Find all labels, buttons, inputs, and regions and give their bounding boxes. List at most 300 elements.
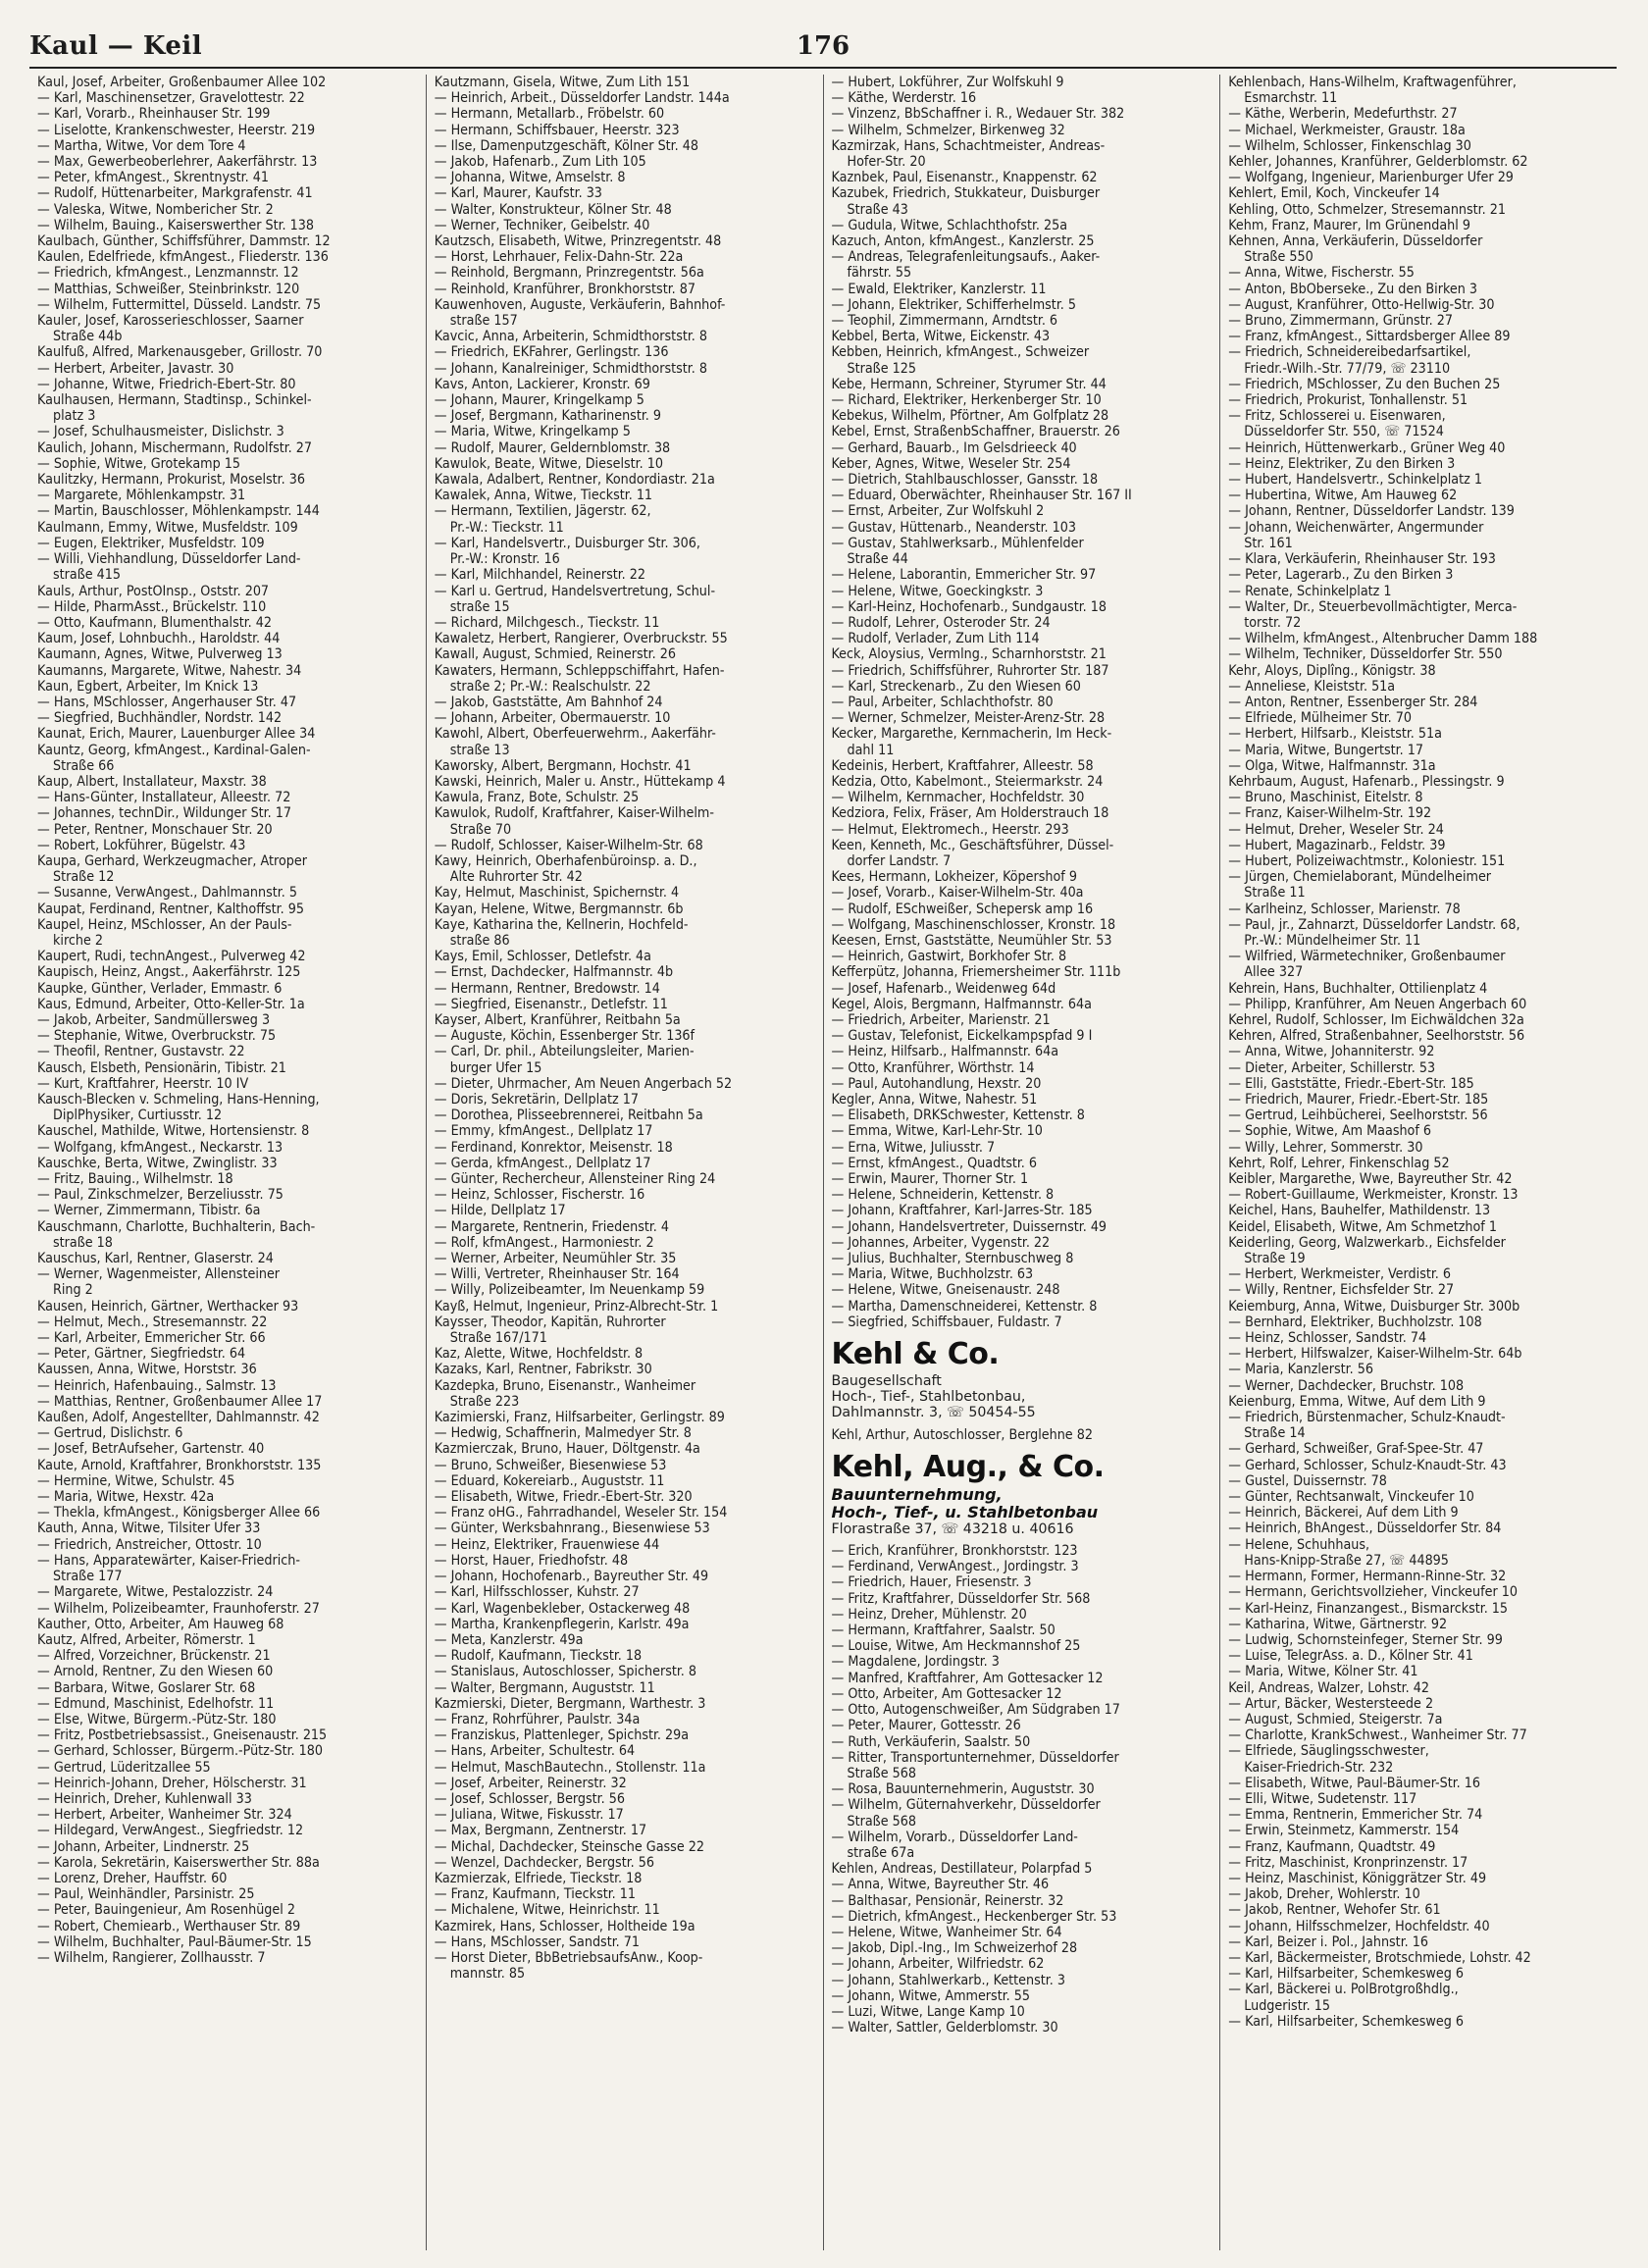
directory-entry: — Wilhelm, Rangierer, Zollhausstr. 7 (37, 1949, 266, 1966)
directory-entry: — Hermann, Rentner, Bredowstr. 14 (434, 980, 660, 997)
directory-entry: — Willi, Viehhandlung, Düsseldorfer Land- (37, 551, 301, 568)
directory-entry: — Ernst, Dachdecker, Halfmannstr. 4b (434, 964, 674, 981)
directory-entry: — Karl, Beizer i. Pol., Jahnstr. 16 (1228, 1933, 1428, 1950)
directory-entry-continuation: platz 3 (53, 408, 96, 425)
directory-entry: — Karl, Hilfsschlosser, Kuhstr. 27 (434, 1584, 640, 1601)
directory-entry: Kegel, Alois, Bergmann, Halfmannstr. 64a (831, 996, 1092, 1012)
directory-entry: — Else, Witwe, Bürgerm.-Pütz-Str. 180 (37, 1711, 277, 1727)
directory-entry: Kauther, Otto, Arbeiter, Am Hauweg 68 (37, 1616, 284, 1632)
directory-entry: — Ernst, kfmAngest., Quadtstr. 6 (831, 1155, 1038, 1171)
directory-entry: — Maria, Witwe, Kölner Str. 41 (1228, 1664, 1418, 1680)
directory-entry: — Hans, MSchlosser, Angerhauser Str. 47 (37, 694, 297, 710)
directory-entry-continuation: kirche 2 (53, 932, 104, 949)
directory-entry: — Emma, Witwe, Karl-Lehr-Str. 10 (831, 1123, 1043, 1140)
directory-entry: — Walter, Bergmann, Auguststr. 11 (434, 1679, 655, 1696)
directory-entry: — Johann, Stahlwerkarb., Kettenstr. 3 (831, 1972, 1065, 1988)
directory-entry: — Peter, Gärtner, Siegfriedstr. 64 (37, 1346, 246, 1363)
directory-entry: — Wilhelm, Kernmacher, Hochfeldstr. 30 (831, 790, 1085, 806)
directory-entry-continuation: Pr.-W.: Mündelheimer Str. 11 (1244, 932, 1421, 949)
directory-entry: Keidel, Elisabeth, Witwe, Am Schmetzhof 1 (1228, 1218, 1497, 1235)
directory-entry: — Wolfgang, kfmAngest., Neckarstr. 13 (37, 1139, 283, 1156)
directory-entry: Keiderling, Georg, Walzwerkarb., Eichsfelder (1228, 1234, 1506, 1251)
directory-entry-continuation: Alte Ruhrorter Str. 42 (449, 869, 583, 886)
directory-entry: — Herbert, Arbeiter, Javastr. 30 (37, 360, 234, 377)
column-3 (824, 75, 1221, 2250)
directory-entry: — Helmut, Mech., Stresemannstr. 22 (37, 1314, 268, 1330)
directory-entry: — Elisabeth, Witwe, Paul-Bäumer-Str. 16 (1228, 1775, 1481, 1791)
directory-entry: Kauschke, Berta, Witwe, Zwinglistr. 33 (37, 1155, 278, 1171)
directory-entry: Kefferpütz, Johanna, Friemersheimer Str. 111b (831, 964, 1121, 981)
directory-entry: — Hubert, Handelsvertr., Schinkelplatz 1 (1228, 472, 1482, 489)
directory-entry: Kaute, Arnold, Kraftfahrer, Bronkhorststr. 135 (37, 1457, 322, 1473)
directory-entry: Kaup, Albert, Installateur, Maxstr. 38 (37, 773, 267, 790)
directory-entry: — Elisabeth, Witwe, Friedr.-Ebert-Str. 320 (434, 1489, 693, 1506)
directory-entry-continuation: straße 67a (847, 1844, 915, 1861)
directory-entry: Kaye, Katharina the, Kellnerin, Hochfeld- (434, 916, 689, 933)
directory-entry: — Gertrud, Dislichstr. 6 (37, 1425, 183, 1442)
directory-entry: — Sophie, Witwe, Grotekamp 15 (37, 455, 240, 472)
directory-entry: Kauwenhoven, Auguste, Verkäuferin, Bahnhof- (434, 296, 726, 313)
directory-entry: Kayan, Helene, Witwe, Bergmannstr. 6b (434, 901, 684, 917)
directory-entry: — Heinrich, Arbeit., Düsseldorfer Landstr. 144a (434, 90, 730, 107)
directory-entry: Kawohl, Albert, Oberfeuerwehrm., Aakerfähr- (434, 726, 716, 743)
directory-entry: — Margarete, Rentnerin, Friedenstr. 4 (434, 1218, 670, 1235)
directory-entry: — Friedrich, Arbeiter, Marienstr. 21 (831, 1011, 1051, 1028)
directory-entry: Kazuch, Anton, kfmAngest., Kanzlerstr. 25 (831, 233, 1095, 250)
directory-entry: — Richard, Milchgesch., Tieckstr. 11 (434, 614, 660, 631)
directory-entry: — Heinz, Schlosser, Sandstr. 74 (1228, 1330, 1427, 1347)
directory-entry: — Dietrich, kfmAngest., Heckenberger Str. 53 (831, 1908, 1117, 1925)
directory-entry-continuation: Ludgeristr. 15 (1244, 1997, 1330, 2014)
directory-entry-continuation: straße 415 (53, 567, 122, 584)
directory-entry-continuation: Straße 19 (1244, 1251, 1306, 1267)
directory-entry: — Hubert, Magazinarb., Feldstr. 39 (1228, 837, 1446, 853)
directory-entry: — Gerhard, Schlosser, Bürgerm.-Pütz-Str. 180 (37, 1743, 324, 1760)
directory-entry: — Friedrich, MSchlosser, Zu den Buchen 25 (1228, 376, 1501, 392)
directory-entry: Kawulok, Rudolf, Kraftfahrer, Kaiser-Wilhelm- (434, 805, 714, 822)
directory-entry-continuation: straße 86 (449, 932, 510, 949)
directory-entry: Kayß, Helmut, Ingenieur, Prinz-Albrecht-Str. 1 (434, 1298, 719, 1314)
directory-entry: — Johann, Kanalreiniger, Schmidthorststr. 8 (434, 360, 707, 377)
directory-entry-continuation: Düsseldorfer Str. 550, ☏ 71524 (1244, 424, 1444, 440)
directory-entry: — Vinzenz, BbSchaffner i. R., Wedauer Str. 382 (831, 106, 1125, 123)
directory-entry: — Ewald, Elektriker, Kanzlerstr. 11 (831, 281, 1047, 297)
directory-entry: — Käthe, Werderstr. 16 (831, 90, 977, 107)
directory-entry: — Willy, Polizeibeamter, Im Neuenkamp 59 (434, 1282, 705, 1299)
directory-entry: Kees, Hermann, Lokheizer, Köpershof 9 (831, 869, 1077, 886)
directory-columns (29, 75, 1617, 2250)
directory-entry: — Karl, Bäckermeister, Brotschmiede, Lohstr. 42 (1228, 1949, 1531, 1966)
directory-entry: Kaum, Josef, Lohnbuchh., Haroldstr. 44 (37, 631, 281, 647)
page-header (29, 26, 1617, 69)
directory-entry: Kausch, Elsbeth, Pensionärin, Tibistr. 21 (37, 1059, 286, 1076)
directory-entry: Kazaks, Karl, Rentner, Fabrikstr. 30 (434, 1362, 652, 1378)
directory-entry: Kaulfuß, Alfred, Markenausgeber, Grillostr. 70 (37, 344, 323, 361)
directory-entry: Kavcic, Anna, Arbeiterin, Schmidthorststr. 8 (434, 329, 708, 345)
directory-entry: — Johanna, Witwe, Amselstr. 8 (434, 170, 626, 186)
directory-entry: — Karl, Arbeiter, Emmericher Str. 66 (37, 1330, 266, 1347)
directory-entry: Kehr, Aloys, Diplîng., Königstr. 38 (1228, 662, 1436, 679)
directory-entry: — Ruth, Verkäuferin, Saalstr. 50 (831, 1733, 1031, 1750)
directory-entry: Kavs, Anton, Lackierer, Kronstr. 69 (434, 376, 650, 392)
directory-entry: — Johannes, Arbeiter, Vygenstr. 22 (831, 1234, 1051, 1251)
directory-entry: Kedziora, Felix, Fräser, Am Holderstrauch 18 (831, 805, 1109, 822)
directory-entry: — August, Kranführer, Otto-Hellwig-Str. 30 (1228, 296, 1495, 313)
directory-entry: — Emma, Rentnerin, Emmericher Str. 74 (1228, 1807, 1483, 1824)
directory-entry: — Hans, Apparatewärter, Kaiser-Friedrich- (37, 1552, 300, 1569)
directory-entry: — Artur, Bäcker, Westersteede 2 (1228, 1695, 1434, 1712)
directory-entry: — Anton, BbOberseke., Zu den Birken 3 (1228, 281, 1477, 297)
directory-entry: — Olga, Witwe, Halfmannstr. 31a (1228, 757, 1436, 774)
directory-entry: — Juliana, Witwe, Fiskusstr. 17 (434, 1807, 624, 1824)
directory-entry: — Bruno, Maschinist, Eitelstr. 8 (1228, 790, 1423, 806)
directory-entry: — Helene, Witwe, Wanheimer Str. 64 (831, 1924, 1062, 1940)
directory-entry-continuation: Straße 12 (53, 869, 115, 886)
directory-entry: — Emmy, kfmAngest., Dellplatz 17 (434, 1123, 653, 1140)
directory-entry: Kaz, Alette, Witwe, Hochfeldstr. 8 (434, 1346, 644, 1363)
directory-entry: — Heinrich-Johann, Dreher, Hölscherstr. 31 (37, 1775, 307, 1791)
directory-entry: Kedeinis, Herbert, Kraftfahrer, Alleestr. 58 (831, 757, 1094, 774)
directory-entry-continuation: Str. 161 (1244, 535, 1293, 551)
directory-entry: Kaupat, Ferdinand, Rentner, Kalthoffstr. 95 (37, 901, 304, 917)
directory-entry: — Siegfried, Buchhändler, Nordstr. 142 (37, 710, 283, 727)
directory-entry: — Paul, Autohandlung, Hexstr. 20 (831, 1075, 1042, 1092)
directory-entry: — Johann, Arbeiter, Lindnerstr. 25 (37, 1838, 250, 1855)
directory-entry: — Rudolf, Lehrer, Osteroder Str. 24 (831, 614, 1051, 631)
directory-entry-continuation: Straße 70 (449, 821, 512, 838)
directory-entry: — Bruno, Schweißer, Biesenwiese 53 (434, 1457, 667, 1473)
directory-entry: Kazubek, Friedrich, Stukkateur, Duisburger (831, 185, 1101, 202)
directory-entry: — Friedrich, Hauer, Friesenstr. 3 (831, 1574, 1032, 1591)
directory-entry: — Franz, kfmAngest., Sittardsberger Allee 89 (1228, 329, 1511, 345)
directory-entry: — Dietrich, Stahlbauschlosser, Gansstr. 18 (831, 472, 1099, 489)
directory-entry: — Anna, Witwe, Johanniterstr. 92 (1228, 1044, 1435, 1060)
directory-entry: — Hermann, Textilien, Jägerstr. 62, (434, 503, 651, 520)
directory-entry: — Karl, Handelsvertr., Duisburger Str. 306, (434, 535, 700, 551)
directory-entry: — Josef, Schlosser, Bergstr. 56 (434, 1790, 625, 1807)
directory-entry: — Helmut, MaschBautechn., Stollenstr. 11a (434, 1759, 706, 1776)
directory-entry: — Werner, Zimmermann, Tibistr. 6a (37, 1203, 261, 1219)
directory-entry: — Hans-Günter, Installateur, Alleestr. 72 (37, 790, 291, 806)
directory-entry: — Karl, Hilfsarbeiter, Schemkesweg 6 (1228, 2013, 1464, 2030)
directory-entry: Kazmirek, Hans, Schlosser, Holtheide 19a (434, 1918, 695, 1934)
directory-entry: — Michal, Dachdecker, Steinsche Gasse 22 (434, 1838, 704, 1855)
directory-entry: Kaus, Edmund, Arbeiter, Otto-Keller-Str. 1a (37, 996, 305, 1012)
directory-entry: — Heinrich, Bäckerei, Auf dem Lith 9 (1228, 1505, 1459, 1521)
directory-entry: — Karl, Maschinensetzer, Gravelottestr. 22 (37, 90, 305, 107)
directory-entry: — Gertrud, Leihbücherei, Seelhorststr. 56 (1228, 1108, 1488, 1124)
directory-entry: — Max, Gewerbeoberlehrer, Aakerfährstr. 13 (37, 154, 318, 171)
directory-entry: Kaußen, Adolf, Angestellter, Dahlmannstr. 42 (37, 1410, 320, 1426)
directory-entry: — Franziskus, Plattenleger, Spichstr. 29a (434, 1727, 690, 1744)
directory-entry: — Renate, Schinkelplatz 1 (1228, 583, 1392, 599)
directory-entry: Kauls, Arthur, PostOInsp., Oststr. 207 (37, 583, 270, 599)
directory-entry: — Helmut, Elektromech., Heerstr. 293 (831, 821, 1069, 838)
directory-entry: — Karl, Bäckerei u. PolBrotgroßhdlg., (1228, 1982, 1459, 1998)
directory-entry: — Luise, TelegrAss. a. D., Kölner Str. 41 (1228, 1648, 1473, 1665)
directory-entry: — Hermann, Gerichtsvollzieher, Vinckeufer 10 (1228, 1584, 1518, 1601)
directory-entry: — Robert, Chemiearb., Werthauser Str. 89 (37, 1918, 301, 1934)
directory-entry: — Jakob, Gaststätte, Am Bahnhof 24 (434, 694, 663, 710)
directory-entry: — Alfred, Vorzeichner, Brückenstr. 21 (37, 1648, 271, 1665)
directory-entry: — Bruno, Zimmermann, Grünstr. 27 (1228, 313, 1453, 330)
directory-entry: — Friedrich, Anstreicher, Ottostr. 10 (37, 1536, 262, 1553)
directory-entry: — Josef, Hafenarb., Weidenweg 64d (831, 980, 1056, 997)
directory-entry: Keesen, Ernst, Gaststätte, Neumühler Str. 53 (831, 932, 1112, 949)
directory-entry: — Siegfried, Eisenanstr., Detlefstr. 11 (434, 996, 668, 1012)
directory-entry: — Peter, Maurer, Gottesstr. 26 (831, 1718, 1021, 1734)
directory-entry: Kaun, Egbert, Arbeiter, Im Knick 13 (37, 678, 259, 695)
directory-entry: — Willy, Lehrer, Sommerstr. 30 (1228, 1139, 1423, 1156)
directory-entry: — Horst Dieter, BbBetriebsaufsAnw., Koop- (434, 1949, 703, 1966)
directory-entry: — Gustav, Telefonist, Eickelkampspfad 9 I (831, 1028, 1093, 1045)
directory-entry-continuation: Straße 11 (1244, 885, 1306, 902)
directory-entry: — Matthias, Schweißer, Steinbrinkstr. 120 (37, 281, 300, 297)
directory-entry: — Peter, Bauingenieur, Am Rosenhügel 2 (37, 1902, 295, 1919)
directory-entry: — Louise, Witwe, Am Heckmannshof 25 (831, 1638, 1081, 1655)
directory-entry: — Josef, Arbeiter, Reinerstr. 32 (434, 1775, 627, 1791)
directory-entry: Kaupa, Gerhard, Werkzeugmacher, Atroper (37, 852, 307, 869)
directory-entry: Kawall, August, Schmied, Reinerstr. 26 (434, 646, 676, 663)
directory-entry: — Gustel, Duissernstr. 78 (1228, 1472, 1387, 1489)
directory-entry-continuation: straße 18 (53, 1234, 113, 1251)
directory-entry-continuation: dahl 11 (847, 742, 895, 758)
directory-entry: Kehrbaum, August, Hafenarb., Plessingstr. 9 (1228, 773, 1505, 790)
directory-entry-continuation: Straße 14 (1244, 1425, 1306, 1442)
directory-entry: — Friedrich, Maurer, Friedr.-Ebert-Str. 185 (1228, 1092, 1489, 1108)
directory-entry: — Günter, Werksbahnrang., Biesenwiese 53 (434, 1521, 710, 1537)
directory-entry: Kausch-Blecken v. Schmeling, Hans-Henning, (37, 1092, 320, 1108)
directory-entry: — Werner, Techniker, Geibelstr. 40 (434, 217, 650, 233)
directory-entry: Kaznbek, Paul, Eisenanstr., Knappenstr. 62 (831, 170, 1098, 186)
directory-entry: Kayser, Albert, Kranführer, Reitbahn 5a (434, 1011, 681, 1028)
directory-entry: — Otto, Autogenschweißer, Am Südgraben 17 (831, 1702, 1120, 1719)
directory-entry: — Erwin, Steinmetz, Kammerstr. 154 (1228, 1823, 1460, 1839)
directory-entry: — Helmut, Dreher, Weseler Str. 24 (1228, 821, 1444, 838)
directory-entry: — Werner, Wagenmeister, Allensteiner (37, 1266, 281, 1283)
directory-entry: — Gerhard, Schlosser, Schulz-Knaudt-Str. 43 (1228, 1457, 1507, 1473)
directory-entry: — Johannes, technDir., Wildunger Str. 17 (37, 805, 291, 822)
directory-entry-continuation: mannstr. 85 (449, 1966, 526, 1983)
directory-entry: — Maria, Witwe, Hexstr. 42a (37, 1489, 215, 1506)
directory-entry: — Liselotte, Krankenschwester, Heerstr. 219 (37, 122, 316, 138)
directory-entry: Kazmierski, Dieter, Bergmann, Warthestr. 3 (434, 1695, 706, 1712)
directory-entry: — Wolfgang, Maschinenschlosser, Kronstr. 18 (831, 916, 1116, 933)
directory-entry: — Heinrich, Hafenbauing., Salmstr. 13 (37, 1377, 277, 1394)
directory-entry-continuation: Pr.-W.: Kronstr. 16 (449, 551, 560, 568)
directory-entry-continuation: Straße 550 (1244, 249, 1313, 266)
directory-entry: — Hubert, Polizeiwachtmstr., Koloniestr. 151 (1228, 852, 1506, 869)
directory-entry: — Werner, Dachdecker, Bruchstr. 108 (1228, 1377, 1465, 1394)
directory-entry: — Klara, Verkäuferin, Rheinhauser Str. 193 (1228, 551, 1496, 568)
directory-entry: Kebel, Ernst, StraßenbSchaffner, Brauerstr. 26 (831, 424, 1120, 440)
directory-entry: — Ferdinand, Konrektor, Meisenstr. 18 (434, 1139, 673, 1156)
directory-entry: — Theofil, Rentner, Gustavstr. 22 (37, 1044, 245, 1060)
directory-entry-continuation: Esmarchstr. 11 (1244, 90, 1338, 107)
directory-entry: — Michael, Werkmeister, Graustr. 18a (1228, 122, 1466, 138)
directory-entry: — Kurt, Kraftfahrer, Heerstr. 10 IV (37, 1075, 249, 1092)
directory-entry: — Maria, Witwe, Bungertstr. 17 (1228, 742, 1423, 758)
directory-entry: — Anna, Witwe, Bayreuther Str. 46 (831, 1877, 1050, 1893)
directory-entry: — Friedrich, Prokurist, Tonhallenstr. 51 (1228, 392, 1468, 409)
directory-entry: — Johann, Hilfsschmelzer, Hochfeldstr. 40 (1228, 1918, 1490, 1934)
directory-entry-continuation: dorfer Landstr. 7 (847, 852, 952, 869)
directory-entry: — Gustav, Hüttenarb., Neanderstr. 103 (831, 519, 1076, 536)
directory-entry: Kehrel, Rudolf, Schlosser, Im Eichwäldchen 32a (1228, 1011, 1524, 1028)
directory-entry: — Horst, Hauer, Friedhofstr. 48 (434, 1552, 629, 1569)
directory-entry: — Martha, Witwe, Vor dem Tore 4 (37, 137, 246, 154)
column-1 (29, 75, 427, 2250)
directory-entry: — Karl, Milchhandel, Reinerstr. 22 (434, 567, 645, 584)
directory-entry-continuation: DiplPhysiker, Curtiusstr. 12 (53, 1108, 223, 1124)
directory-entry: — Charlotte, KrankSchwest., Wanheimer Str. 77 (1228, 1727, 1527, 1744)
directory-entry: Keienburg, Emma, Witwe, Auf dem Lith 9 (1228, 1393, 1486, 1410)
directory-entry: — Hermine, Witwe, Schulstr. 45 (37, 1472, 235, 1489)
directory-entry: — Wilhelm, Schlosser, Finkenschlag 30 (1228, 137, 1471, 154)
directory-entry: — Franz oHG., Fahrradhandel, Weseler Str. 154 (434, 1505, 728, 1521)
directory-entry: — Heinrich, BhAngest., Düsseldorfer Str. 84 (1228, 1521, 1502, 1537)
directory-entry: — Dorothea, Plisseebrennerei, Reitbahn 5a (434, 1108, 703, 1124)
directory-entry: — Karl, Wagenbekleber, Ostackerweg 48 (434, 1600, 691, 1617)
directory-entry-continuation: Straße 44 (847, 551, 908, 568)
directory-entry-continuation: Straße 125 (847, 360, 916, 377)
directory-entry: — Paul, jr., Zahnarzt, Düsseldorfer Landstr. 68, (1228, 916, 1520, 933)
advertisement-kehl-aug-co (832, 1451, 1210, 1537)
directory-entry: — Margarete, Möhlenkampstr. 31 (37, 488, 246, 504)
directory-entry: — Josef, Vorarb., Kaiser-Wilhelm-Str. 40a (831, 885, 1084, 902)
directory-entry: — Jürgen, Chemielaborant, Mündelheimer (1228, 869, 1492, 886)
directory-entry: Kazmirzak, Hans, Schachtmeister, Andreas- (831, 137, 1106, 154)
directory-entry-continuation: Allee 327 (1244, 964, 1304, 981)
directory-entry: — Robert, Lokführer, Bügelstr. 43 (37, 837, 246, 853)
directory-entry: — Edmund, Maschinist, Edelhofstr. 11 (37, 1695, 275, 1712)
directory-entry: Kauschel, Mathilde, Witwe, Hortensienstr. 8 (37, 1123, 310, 1140)
ad-line: Florastraße 37, ☏ 43218 u. 40616 (831, 1521, 1074, 1537)
directory-entry: — Hermann, Schiffsbauer, Heerstr. 323 (434, 122, 680, 138)
directory-entry: — Maria, Kanzlerstr. 56 (1228, 1362, 1373, 1378)
directory-entry: — Heinz, Schlosser, Fischerstr. 16 (434, 1187, 645, 1204)
directory-entry: — Günter, Rechtsanwalt, Vinckeufer 10 (1228, 1489, 1474, 1506)
directory-entry: — Wilhelm, kfmAngest., Altenbrucher Damm 188 (1228, 631, 1538, 647)
directory-entry: — Carl, Dr. phil., Abteilungsleiter, Marien- (434, 1044, 695, 1060)
directory-entry: — Franz, Kaufmann, Tieckstr. 11 (434, 1886, 637, 1903)
directory-entry: — Teophil, Zimmermann, Arndtstr. 6 (831, 313, 1058, 330)
directory-entry: — Walter, Konstrukteur, Kölner Str. 48 (434, 201, 672, 218)
directory-entry: — Jakob, Dreher, Wohlerstr. 10 (1228, 1886, 1420, 1903)
directory-entry-continuation: Hans-Knipp-Straße 27, ☏ 44895 (1244, 1552, 1449, 1569)
directory-entry: — Heinz, Hilfsarb., Halfmannstr. 64a (831, 1044, 1059, 1060)
directory-entry: — Johann, Elektriker, Schifferhelmstr. 5 (831, 296, 1076, 313)
directory-entry: Kauntz, Georg, kfmAngest., Kardinal-Galen- (37, 742, 311, 758)
directory-entry: — Hermann, Metallarb., Fröbelstr. 60 (434, 106, 665, 123)
directory-entry: — Karl, Maurer, Kaufstr. 33 (434, 185, 602, 202)
directory-entry: — Stanislaus, Autoschlosser, Spicherstr. 8 (434, 1664, 697, 1680)
directory-entry: — Hedwig, Schaffnerin, Malmedyer Str. 8 (434, 1425, 692, 1442)
directory-entry: — Friedrich, Schiffsführer, Ruhrorter Str. 187 (831, 662, 1109, 679)
directory-entry: — Heinrich, Gastwirt, Borkhofer Str. 8 (831, 949, 1067, 965)
directory-entry: Kehrein, Hans, Buchhalter, Ottilienplatz 4 (1228, 980, 1488, 997)
directory-entry: — Franz, Rohrführer, Paulstr. 34a (434, 1711, 641, 1727)
directory-entry: — Friedrich, kfmAngest., Lenzmannstr. 12 (37, 265, 299, 282)
directory-entry: Keibler, Margarethe, Wwe, Bayreuther Str. 42 (1228, 1171, 1513, 1188)
directory-entry: — Ferdinand, VerwAngest., Jordingstr. 3 (831, 1559, 1079, 1575)
directory-entry: — Elli, Witwe, Sudetenstr. 117 (1228, 1790, 1417, 1807)
directory-entry: Kaussen, Anna, Witwe, Horststr. 36 (37, 1362, 257, 1378)
directory-entry: — Elisabeth, DRKSchwester, Kettenstr. 8 (831, 1108, 1085, 1124)
directory-entry: Kautzmann, Gisela, Witwe, Zum Lith 151 (434, 75, 691, 90)
directory-entry: Kehrt, Rolf, Lehrer, Finkenschlag 52 (1228, 1155, 1450, 1171)
directory-entry: Kawaters, Hermann, Schleppschiffahrt, Hafen- (434, 662, 725, 679)
ad-company-name: Kehl, Aug., & Co. (831, 1449, 1105, 1484)
directory-entry-continuation: Straße 66 (53, 757, 115, 774)
directory-entry-continuation: Pr.-W.: Tieckstr. 11 (449, 519, 564, 536)
directory-entry: — Stephanie, Witwe, Overbruckstr. 75 (37, 1028, 277, 1045)
directory-entry: Kecker, Margarethe, Kernmacherin, Im Heck- (831, 726, 1112, 743)
directory-entry-continuation: Hofer-Str. 20 (847, 154, 926, 171)
directory-entry: Kauth, Anna, Witwe, Tilsiter Ufer 33 (37, 1521, 261, 1537)
directory-entry: Kay, Helmut, Maschinist, Spichernstr. 4 (434, 885, 680, 902)
directory-entry: — Hildegard, VerwAngest., Siegfriedstr. 12 (37, 1823, 304, 1839)
directory-entry: — Ilse, Damenputzgeschäft, Kölner Str. 48 (434, 137, 698, 154)
directory-entry: — Arnold, Rentner, Zu den Wiesen 60 (37, 1664, 274, 1680)
directory-entry: — Martha, Damenschneiderei, Kettenstr. 8 (831, 1298, 1098, 1314)
directory-entry: — Karl, Hilfsarbeiter, Schemkesweg 6 (1228, 1966, 1464, 1983)
directory-entry: Kazmierczak, Bruno, Hauer, Döltgenstr. 4a (434, 1441, 700, 1458)
directory-entry: — Wilfried, Wärmetechniker, Großenbaumer (1228, 949, 1506, 965)
directory-entry: — Ernst, Arbeiter, Zur Wolfskuhl 2 (831, 503, 1045, 520)
directory-entry: — Jakob, Rentner, Wehofer Str. 61 (1228, 1902, 1441, 1919)
directory-entry: Kautzsch, Elisabeth, Witwe, Prinzregentstr. 48 (434, 233, 722, 250)
directory-entry: — Hermann, Kraftfahrer, Saalstr. 50 (831, 1623, 1056, 1639)
directory-entry: — Friedrich, Schneidereibedarfsartikel, (1228, 344, 1471, 361)
ad-subtitle: Bauunternehmung, (831, 1484, 1003, 1504)
directory-entry: — Walter, Sattler, Gelderblomstr. 30 (831, 2020, 1058, 2036)
directory-entry: — Hubert, Lokführer, Zur Wolfskuhl 9 (831, 75, 1064, 90)
directory-entry: — Fritz, Schlosserei u. Eisenwaren, (1228, 408, 1446, 425)
directory-entry: — Friedrich, EKFahrer, Gerlingstr. 136 (434, 344, 669, 361)
directory-entry-continuation: straße 157 (449, 313, 518, 330)
directory-entry: — Karl-Heinz, Finanzangest., Bismarckstr. 15 (1228, 1600, 1509, 1617)
directory-entry: — Erich, Kranführer, Bronkhorststr. 123 (831, 1543, 1078, 1560)
directory-entry: — Siegfried, Schiffsbauer, Fuldastr. 7 (831, 1314, 1062, 1330)
directory-entry: — Bernhard, Elektriker, Buchholzstr. 108 (1228, 1314, 1482, 1330)
directory-entry: — Herbert, Hilfsarb., Kleiststr. 51a (1228, 726, 1442, 743)
directory-entry: — Johanne, Witwe, Friedrich-Ebert-Str. 80 (37, 376, 296, 392)
directory-entry: — Gerhard, Bauarb., Im Gelsdrieeck 40 (831, 439, 1077, 456)
directory-entry: Keen, Kenneth, Mc., Geschäftsführer, Düssel- (831, 837, 1114, 853)
directory-entry: Kazimierski, Franz, Hilfsarbeiter, Gerlingstr. 89 (434, 1410, 725, 1426)
directory-entry: — Hans, MSchlosser, Sandstr. 71 (434, 1933, 640, 1950)
directory-entry: — Gudula, Witwe, Schlachthofstr. 25a (831, 217, 1068, 233)
directory-entry: — Dieter, Arbeiter, Schillerstr. 53 (1228, 1059, 1436, 1076)
directory-entry: — Johann, Handelsvertreter, Duissernstr. 49 (831, 1218, 1107, 1235)
directory-entry: — Gerhard, Schweißer, Graf-Spee-Str. 47 (1228, 1441, 1484, 1458)
directory-entry: Kausen, Heinrich, Gärtner, Werthacker 93 (37, 1298, 299, 1314)
directory-entry: — Elfriede, Säuglingsschwester, (1228, 1743, 1429, 1760)
directory-entry: Kebe, Hermann, Schreiner, Styrumer Str. 44 (831, 376, 1107, 392)
directory-entry: Keiemburg, Anna, Witwe, Duisburger Str. 300b (1228, 1298, 1520, 1314)
directory-entry: Kawala, Adalbert, Rentner, Kondordiastr. 21a (434, 472, 715, 489)
directory-entry-continuation: straße 2; Pr.-W.: Realschulstr. 22 (449, 678, 651, 695)
directory-entry: — Katharina, Witwe, Gärtnerstr. 92 (1228, 1616, 1448, 1632)
directory-entry: — Hilde, PharmAsst., Brückelstr. 110 (37, 598, 267, 615)
directory-entry: — Matthias, Rentner, Großenbaumer Allee 17 (37, 1393, 323, 1410)
directory-entry: — Josef, Bergmann, Katharinenstr. 9 (434, 408, 661, 425)
directory-entry: — Jakob, Dipl.-Ing., Im Schweizerhof 28 (831, 1940, 1078, 1957)
directory-entry: Kaulich, Johann, Mischermann, Rudolfstr. 27 (37, 439, 313, 456)
directory-entry-continuation: straße 15 (449, 598, 510, 615)
directory-entry: — Karl, Vorarb., Rheinhauser Str. 199 (37, 106, 271, 123)
